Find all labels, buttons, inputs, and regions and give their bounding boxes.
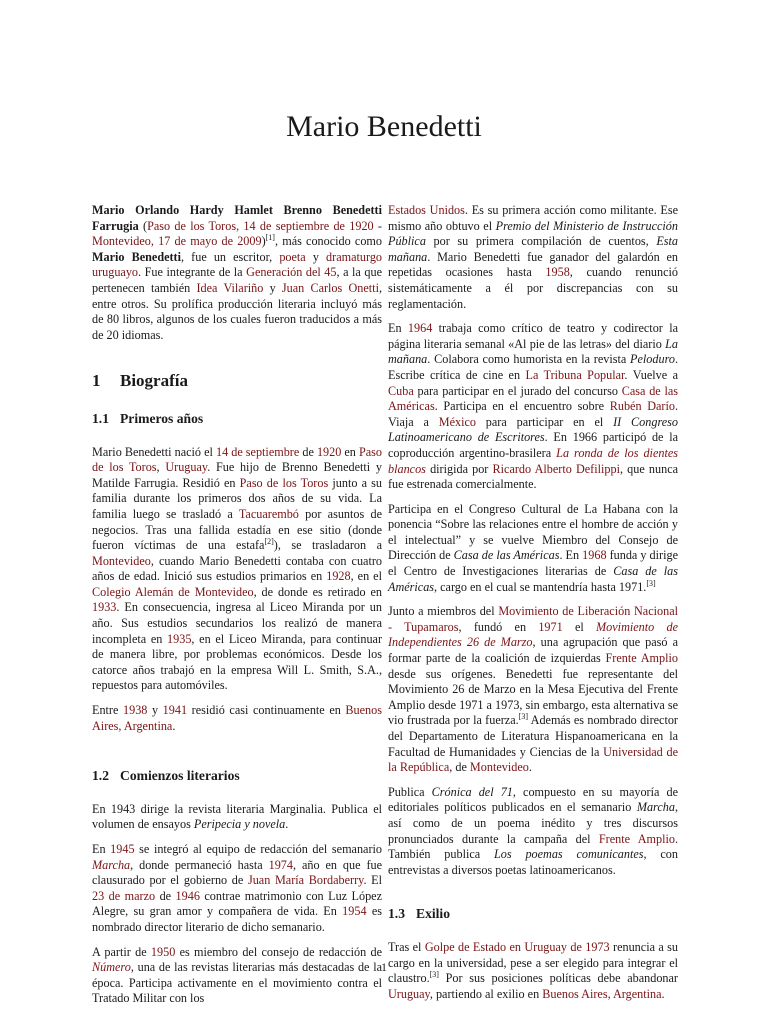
link[interactable]: Golpe de Estado en Uruguay de 1973 [424, 939, 610, 954]
citation-link[interactable]: [3] [518, 712, 528, 722]
paragraph: Participa en el Congreso Cultural de La Habana con la ponencia “Sobre las relaciones entre el hombre de acción y el intelectual” y se vuelve Miembro del Consejo de Dirección de Casa de las Américas. En 1968 funda y dirige el Centro de Investigaciones literarias de Casa de las Américas, cargo en el cual se mantendría hasta 1971.[3] [388, 501, 678, 594]
link[interactable]: Movimiento de Liberación Nacional - Tupamaros [388, 604, 678, 634]
link[interactable]: Frente Amplio [605, 651, 678, 666]
link[interactable]: Ricardo Alberto Defilippi [492, 461, 620, 476]
link[interactable]: Buenos Aires, Argentina [542, 986, 662, 1001]
link[interactable]: 1964 [407, 321, 433, 336]
left-column [92, 203, 382, 1007]
link[interactable]: Tacuarembó [238, 506, 299, 521]
link[interactable]: 1920 [316, 444, 342, 459]
paragraph: En 1943 dirige la revista literaria Marginalia. Publica el volumen de ensayos Peripecia y novela. [92, 801, 382, 832]
onetti-link[interactable]: Juan Carlos Onetti [281, 280, 379, 295]
full-name: Mario Orlando Hardy Hamlet Brenno Benedetti Farrugia [92, 203, 382, 233]
paragraph: Publica Crónica del 71, compuesto en su mayoría de editoriales políticos publicados en el semanario Marcha, así como de un poema inédito y tres discursos pronunciados durante la campaña del Frente Amplio. También publica Los poemas comunicantes, con entrevistas a diversos poetas latinoamericanos. [388, 784, 679, 877]
link[interactable]: 1928 [326, 569, 351, 584]
idea-vilarino-link[interactable]: Idea Vilariño [196, 280, 264, 295]
link[interactable]: Cuba [388, 383, 414, 398]
link[interactable]: Marcha [92, 857, 131, 872]
poeta-link[interactable]: poeta [279, 249, 306, 264]
link[interactable]: 1974 [268, 857, 293, 872]
link[interactable]: 1958 [545, 265, 570, 280]
subsection-heading-comienzos-literarios: 1.2 Comienzos literarios [92, 768, 240, 784]
link[interactable]: Paso de los Toros [92, 444, 382, 475]
link[interactable]: 1933 [92, 600, 117, 615]
short-name: Mario Benedetti [92, 249, 182, 264]
intro-paragraph: Mario Orlando Hardy Hamlet Brenno Benedetti Farrugia (Paso de los Toros, 14 de septiembre de 1920 - Montevideo, 17 de mayo de 2009)[1], más conocido como Mario Benedetti, fue un escritor, poeta y dramaturgo uruguayo. Fue integrante de la Generación del 45, a la que pertenecen también Idea Vilariño y Juan Carlos Onetti, entre otros. Su prolífica producción literaria incluyó más de 80 libros, algunos de los cuales fueron traducidos a más de 20 idiomas. [92, 203, 383, 342]
link[interactable]: 23 de marzo [92, 888, 156, 903]
death-link[interactable]: Montevideo, 17 de mayo de 2009 [92, 234, 262, 249]
link[interactable]: Colegio Alemán de Montevideo [92, 584, 254, 599]
link[interactable]: La Tribuna Popular [525, 367, 625, 382]
link[interactable]: Universidad de la República [388, 744, 679, 775]
paragraph-continuation: Estados Unidos. Es su primera acción como militante. Ese mismo año obtuvo el Premio del Ministerio de Instrucción Pública por su primera compilación de cuentos, Esta mañana. Mario Benedetti fue ganador del galardón en repetidas ocasiones hasta 1958, cuando renunció sistemáticamente a él por discrepancias con su reglamentación. [388, 203, 679, 311]
link[interactable]: Rubén Darío [609, 399, 675, 414]
subsection-heading-exilio: 1.3 Exilio [388, 906, 450, 922]
link[interactable]: Uruguay [165, 460, 208, 475]
link[interactable]: 1971 [538, 619, 563, 634]
paragraph: En 1945 se integró al equipo de redacción del semanario Marcha, donde permaneció hasta 1974, año en que fue clausurado por el gobierno de Juan María Bordaberry. El 23 de marzo de 1946 contrae matrimonio con Luz López Alegre, su gran amor y compañera de vida. En 1954 es nombrado director literario de dicho semanario. [92, 842, 383, 934]
link[interactable]: Juan María Bordaberry [247, 873, 364, 888]
subsection-heading-primeros-anos: 1.1 Primeros años [92, 410, 204, 426]
paragraph: En 1964 trabaja como crítico de teatro y codirector la página literaria semanal «Al pie de las letras» del diario La mañana. Colabora como humorista en la revista Peloduro. Escribe crítica de cine en La Tribuna Popular. Vuelve a Cuba para participar en el jurado del concurso Casa de las Américas. Participa en el encuentro sobre Rubén Darío. Viaja a México para participar en el II Congreso Latinoamericano de Escritores. En 1966 participó de la coproducción argentino-brasilera La ronda de los dientes blancos dirigida por Ricardo Alberto Defilippi, que nunca fue estrenada comercialmente. [388, 321, 679, 492]
page-title: Mario Benedetti [286, 110, 482, 143]
link[interactable]: 1946 [175, 888, 200, 903]
generacion-45-link[interactable]: Generación del 45 [246, 265, 337, 280]
paragraph: Junto a miembros del Movimiento de Liberación Nacional - Tupamaros, fundó en 1971 el Movimiento de Independientes 26 de Marzo, una agrupación que pasó a formar parte de la coalición de izquierdas Frente Amplio desde sus orígenes. Benedetti fue representante del Movimiento 26 de Marzo en la Mesa Ejecutiva del Frente Amplio desde 1971 a 1973, sin embargo, esta alternativa se vio frustrada por la fuerza.[3] Además es nombrado director del Departamento de Literatura Hispanoamericana en la Facultad de Humanidades y Ciencias de la Universidad de la República, de Montevideo. [388, 604, 679, 775]
link[interactable]: Montevideo [92, 553, 151, 568]
link[interactable]: México [438, 414, 476, 429]
link[interactable]: Paso de los Toros [239, 475, 329, 490]
link[interactable]: 1945 [110, 842, 135, 856]
link[interactable]: Frente Amplio [598, 831, 675, 846]
link[interactable]: Montevideo [469, 760, 529, 775]
page-number: 1 [381, 960, 387, 974]
citation-link[interactable]: [3] [429, 970, 439, 980]
link[interactable]: 1941 [162, 703, 188, 718]
dramaturgo-link[interactable]: dramaturgo uruguayo [92, 249, 383, 280]
link[interactable]: 1954 [342, 904, 367, 919]
paragraph: Entre 1938 y 1941 residió casi continuamente en Buenos Aires, Argentina. [92, 703, 382, 733]
link[interactable]: Casa de las Américas [388, 383, 679, 414]
citation-link[interactable]: [1] [265, 233, 275, 243]
link[interactable]: 14 de septiembre [215, 444, 300, 459]
link[interactable]: Movimiento de Independientes 26 de Marzo [388, 619, 679, 650]
paragraph: Mario Benedetti nació el 14 de septiembre de 1920 en Paso de los Toros, Uruguay. Fue hijo de Brenno Benedetti y Matilde Farrugia. Residió en Paso de los Toros junto a su familia durante los primeros dos años de su vida. La familia luego se trasladó a Tacuarembó por asuntos de negocios. Tras una fallida estadía en ese sitio (donde fueron víctimas de una estafa[2]), se trasladaron a Montevideo, cuando Mario Benedetti contaba con cuatro años de edad. Inició sus estudios primarios en 1928, en el Colegio Alemán de Montevideo, de donde es retirado en 1933. En consecuencia, ingresa al Liceo Miranda por un año. Sus estudios secundarios los realizó de manera incompleta en 1935, en el Liceo Miranda, para continuar de manera libre, por problemas económicos. Desde los catorce años trabajó en la empresa Will L. Smith, S.A., repuestos para automóviles. [92, 444, 383, 693]
link[interactable]: 1968 [582, 548, 607, 563]
link[interactable]: La ronda de los dientes blancos [388, 445, 678, 476]
citation-link[interactable]: [2] [264, 537, 274, 547]
link[interactable]: Estados Unidos [388, 203, 465, 217]
section-heading-biografia: 1 Biografía [92, 371, 188, 391]
paragraph: Tras el Golpe de Estado en Uruguay de 1973 renuncia a su cargo en la universidad, pese a ser elegido para integrar el claustro.[3] Por sus posiciones políticas debe abandonar Uruguay, partiendo al exilio en Buenos Aires, Argentina. [388, 939, 679, 1001]
link[interactable]: 1938 [123, 703, 148, 718]
link[interactable]: Número [92, 960, 131, 975]
birth-link[interactable]: Paso de los Toros, 14 de septiembre de 1920 [147, 218, 374, 233]
link[interactable]: 1935 [167, 631, 192, 646]
citation-link[interactable]: [3] [646, 578, 656, 588]
link[interactable]: Buenos Aires, Argentina [92, 703, 382, 733]
link[interactable]: Uruguay [388, 986, 430, 1001]
right-column [388, 203, 678, 1011]
paragraph-continued: A partir de 1950 es miembro del consejo de redacción de Número, una de las revistas literarias más destacadas de la época. Participa activamente en el movimiento contra el Tratado Militar con los [92, 944, 382, 1006]
link[interactable]: 1950 [150, 944, 176, 959]
